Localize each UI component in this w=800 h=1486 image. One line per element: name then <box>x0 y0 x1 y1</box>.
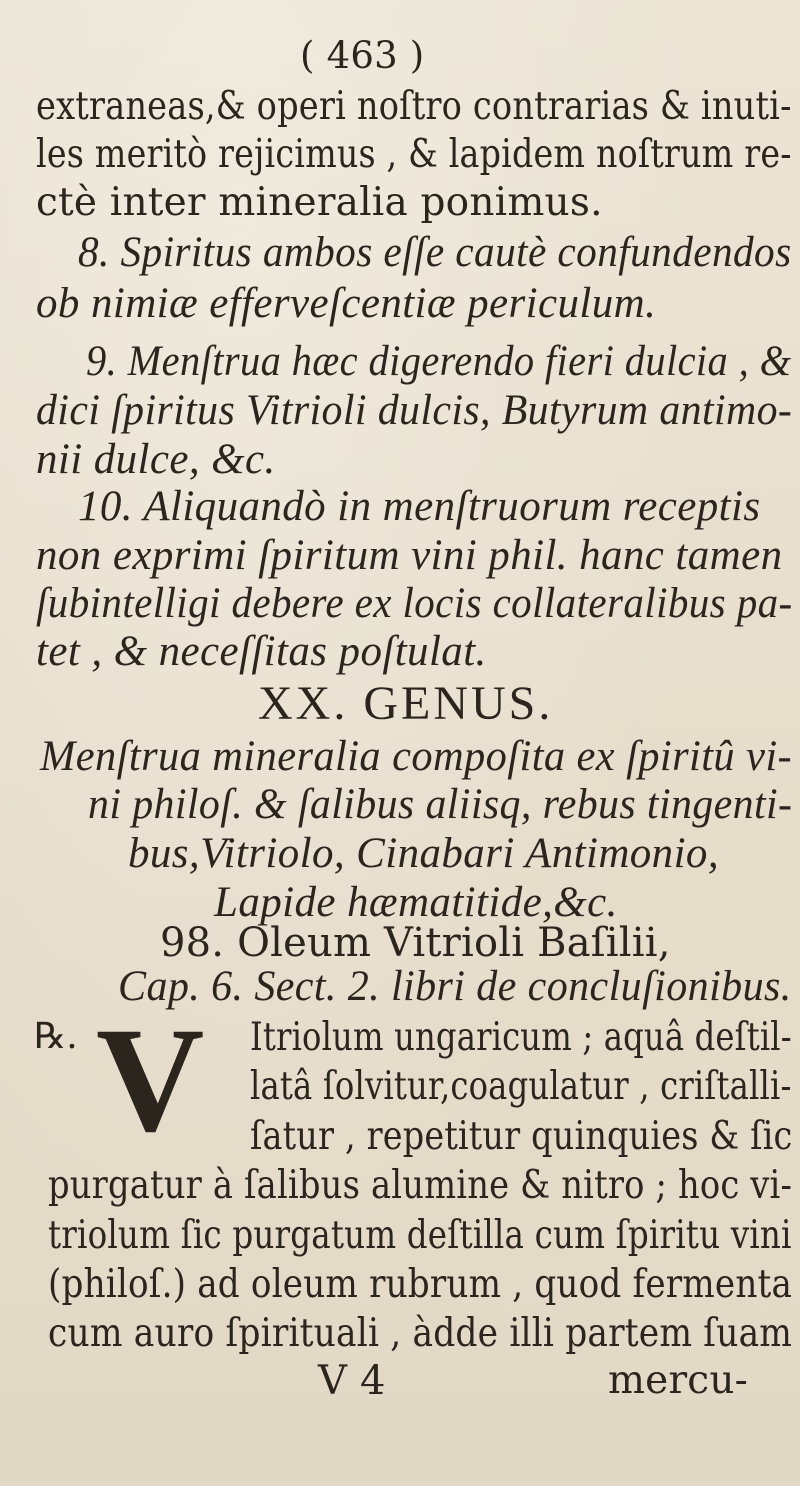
recipe-line: latâ ſolvitur,coagulatur , criſtalli- <box>250 1064 792 1109</box>
text-line: extraneas,& operi noſtro contrarias & inuti- <box>36 84 792 129</box>
genus-description-line: Lapide hæmatitide,&c. <box>214 879 618 926</box>
text-line: tet , & neceſſitas poſtulat. <box>36 628 487 675</box>
text-line: 9. Menſtrua hæc digerendo fieri dulcia , & <box>86 338 792 385</box>
drop-cap: V <box>96 997 205 1163</box>
text-line: 10. Aliquandò in menſtruorum receptis <box>78 483 761 530</box>
recipe-title: 98. Oleum Vitrioli Baſilii, <box>160 920 671 966</box>
recipe-line: Itriolum ungaricum ; aquâ deſtil- <box>250 1015 792 1060</box>
text-line: non exprimi ſpiritum vini phil. hanc tamen <box>36 532 783 579</box>
genus-heading: XX. GENUS. <box>258 677 554 730</box>
text-line: 8. Spiritus ambos eſſe cautè confundendos <box>78 229 792 276</box>
signature-mark: V 4 <box>318 1358 386 1404</box>
genus-description-line: ni philoſ. & ſalibus aliisq, rebus tingenti- <box>88 781 793 828</box>
page-number: ( 463 ) <box>300 34 425 77</box>
text-line: ctè inter mineralia ponimus. <box>36 180 603 225</box>
text-line: ſubintelligi debere ex locis collateralibus pa- <box>36 580 793 627</box>
recipe-line: ſatur , repetitur quinquies & ſic <box>250 1114 793 1159</box>
text-line: nii dulce, &c. <box>36 436 276 483</box>
recipe-line: cum auro ſpirituali , àdde illi partem ſuam <box>48 1311 793 1356</box>
recipe-source: Cap. 6. Sect. 2. libri de concluſionibus. <box>118 963 792 1010</box>
recipe-line: (philoſ.) ad oleum rubrum , quod fermenta <box>48 1262 793 1307</box>
text-line: les meritò rejicimus , & lapidem noſtrum re- <box>36 132 792 177</box>
recipe-line: purgatur à ſalibus alumine & nitro ; hoc vi- <box>48 1163 793 1208</box>
recipe-symbol: ℞. <box>34 1016 78 1057</box>
text-line: dici ſpiritus Vitrioli dulcis, Butyrum antimo- <box>36 387 793 434</box>
genus-description-line: bus,Vitriolo, Cinabari Antimonio, <box>128 830 719 877</box>
text-line: ob nimiæ efferveſcentiæ periculum. <box>36 280 657 327</box>
genus-description-line: Menſtrua mineralia compoſita ex ſpiritû vi- <box>40 733 793 780</box>
catchword: mercu- <box>608 1358 749 1403</box>
recipe-line: triolum ſic purgatum deſtilla cum ſpiritu vini <box>48 1213 792 1258</box>
